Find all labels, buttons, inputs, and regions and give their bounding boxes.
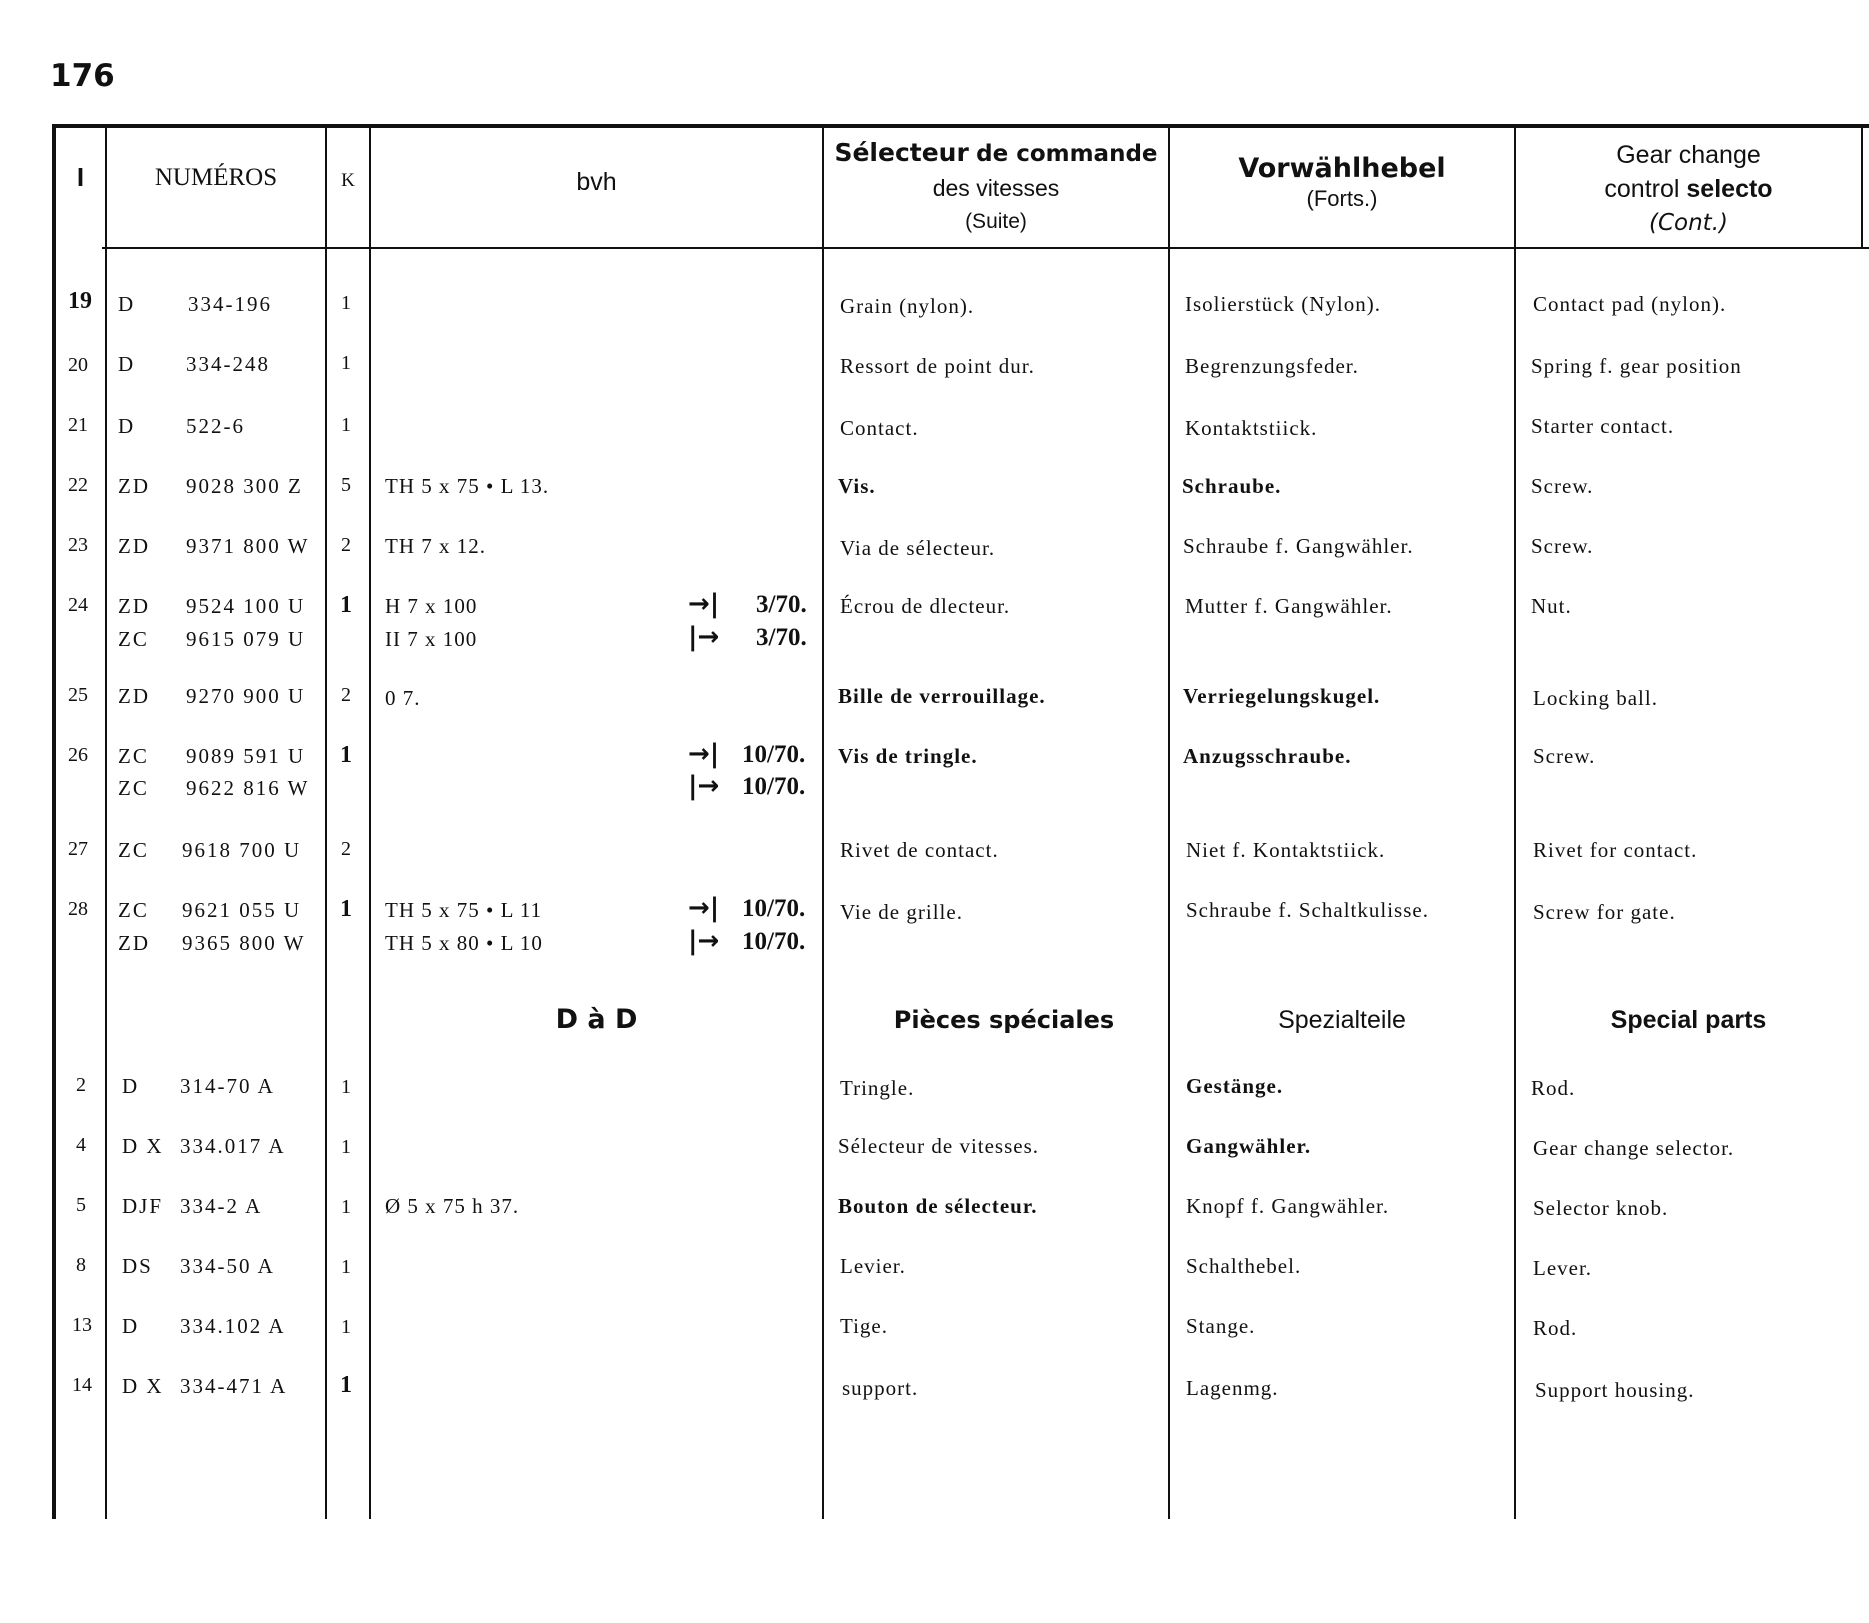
- row-en: Nut.: [1531, 594, 1572, 618]
- section-en-title: Special parts: [1610, 1006, 1767, 1034]
- row-number: 9089 591 U: [186, 744, 306, 768]
- arrow-until-icon: →|: [688, 893, 720, 923]
- row-qty: 2: [341, 838, 351, 860]
- row-pos: 20: [68, 354, 88, 376]
- row-en: Locking ball.: [1533, 686, 1658, 710]
- row-prefix: ZC: [118, 898, 149, 922]
- special-row-en: Selector knob.: [1533, 1196, 1669, 1220]
- row-de: Schraube.: [1182, 474, 1282, 498]
- section-fr-title: Pièces spéciales: [893, 1006, 1115, 1034]
- row-number: 9618 700 U: [182, 838, 302, 862]
- row-en: Contact pad (nylon).: [1533, 292, 1727, 316]
- row-qty: 1: [340, 896, 352, 922]
- row-prefix: ZD: [118, 684, 150, 708]
- special-row-number: 334-50 A: [180, 1254, 275, 1278]
- special-row-en: Rod.: [1531, 1076, 1576, 1100]
- special-row-number: 334.017 A: [180, 1134, 286, 1158]
- special-row-prefix: D: [122, 1074, 140, 1098]
- special-row-de: Gangwähler.: [1186, 1134, 1312, 1158]
- row-number: 9524 100 U: [186, 594, 306, 618]
- special-row-qty: 1: [341, 1136, 351, 1158]
- row-en: Screw for gate.: [1533, 900, 1676, 924]
- header-numeros: NUMÉROS: [154, 164, 278, 191]
- row-number: 334-196: [188, 292, 272, 316]
- row-spec: II 7 x 100: [385, 627, 478, 651]
- special-row-fr: Sélecteur de vitesses.: [838, 1134, 1040, 1158]
- column-rule: [1168, 124, 1170, 1519]
- row-fr: Vis de tringle.: [838, 744, 978, 768]
- row-qty: 1: [341, 352, 351, 374]
- header-english: [1516, 138, 1861, 240]
- row-number: 9621 055 U: [182, 898, 302, 922]
- row-prefix: ZD: [118, 594, 150, 618]
- special-row-en: Lever.: [1533, 1256, 1593, 1280]
- row-pos: 21: [68, 414, 88, 436]
- row-spec: TH 5 x 75 • L 11: [385, 898, 543, 922]
- special-row-en: Rod.: [1533, 1316, 1578, 1340]
- header-french-line1b: de commande: [976, 141, 1158, 167]
- special-row-prefix: DJF: [122, 1194, 164, 1218]
- row-de: Kontaktstiick.: [1185, 416, 1318, 440]
- header-german-line2: (Forts.): [1306, 186, 1378, 211]
- special-row-number: 314-70 A: [180, 1074, 275, 1098]
- special-row-prefix: D: [122, 1314, 140, 1338]
- header-english-line3: (Cont.): [1649, 210, 1728, 236]
- row-de: Mutter f. Gangwähler.: [1185, 594, 1393, 618]
- row-date: 10/70.: [742, 928, 806, 955]
- header-french-line3: (Suite): [965, 210, 1027, 233]
- row-fr: Grain (nylon).: [840, 294, 975, 318]
- special-row-fr: Bouton de sélecteur.: [838, 1194, 1038, 1218]
- header-k: K: [341, 170, 355, 191]
- row-number: 9622 816 W: [186, 776, 310, 800]
- special-row-pos: 5: [76, 1194, 86, 1216]
- arrow-from-icon: |→: [688, 926, 720, 956]
- special-row-number: 334.102 A: [180, 1314, 286, 1338]
- special-row-en: Support housing.: [1535, 1378, 1695, 1402]
- row-qty: 1: [341, 414, 351, 436]
- row-de: Begrenzungsfeder.: [1185, 354, 1359, 378]
- row-prefix: ZD: [118, 534, 150, 558]
- special-row-de: Lagenmg.: [1186, 1376, 1279, 1400]
- row-number: 522-6: [186, 414, 245, 438]
- column-rule: [822, 124, 824, 1519]
- row-fr: Contact.: [840, 416, 919, 440]
- special-row-qty: 1: [341, 1316, 351, 1338]
- arrow-until-icon: →|: [688, 589, 720, 619]
- special-row-pos: 4: [76, 1134, 86, 1156]
- header-german: [1170, 152, 1514, 212]
- special-row-pos: 14: [72, 1374, 92, 1396]
- header-english-line2b: selecto: [1686, 175, 1773, 203]
- section-bvh-title: D à D: [555, 1004, 638, 1035]
- special-row-prefix: D X: [122, 1374, 164, 1398]
- header-bvh: bvh: [576, 168, 617, 196]
- special-row-fr: Tige.: [840, 1314, 888, 1338]
- row-date: 3/70.: [756, 591, 807, 618]
- column-rule: [325, 124, 327, 1519]
- column-rule: [1514, 124, 1516, 1519]
- special-row-qty: 1: [341, 1256, 351, 1278]
- row-date: 10/70.: [742, 741, 806, 768]
- row-pos: 27: [68, 838, 88, 860]
- row-en: Rivet for contact.: [1533, 838, 1698, 862]
- row-pos: 22: [68, 474, 88, 496]
- row-prefix: ZC: [118, 838, 149, 862]
- row-prefix: D: [118, 352, 136, 376]
- header-english-line2a: control: [1604, 175, 1680, 203]
- row-de: Schraube f. Schaltkulisse.: [1186, 898, 1429, 922]
- column-rule: [105, 124, 107, 1519]
- special-row-spec: Ø 5 x 75 h 37.: [385, 1194, 520, 1218]
- table-left-rule: [52, 124, 56, 1519]
- row-prefix: ZC: [118, 744, 149, 768]
- section-de-title: Spezialteile: [1278, 1006, 1406, 1034]
- page-number: 176: [50, 58, 115, 94]
- row-qty: 1: [340, 742, 352, 768]
- special-row-pos: 2: [76, 1074, 86, 1096]
- row-de: Schraube f. Gangwähler.: [1183, 534, 1414, 558]
- row-de: Anzugsschraube.: [1183, 744, 1352, 768]
- row-spec: TH 5 x 75 • L 13.: [385, 474, 550, 498]
- row-pos: 23: [68, 534, 88, 556]
- parts-table: [52, 124, 1869, 1519]
- header-pos: I: [76, 162, 85, 192]
- row-fr: Via de sélecteur.: [840, 536, 996, 560]
- row-fr: Ressort de point dur.: [840, 354, 1035, 378]
- row-date: 10/70.: [742, 773, 806, 800]
- special-row-fr: Levier.: [840, 1254, 906, 1278]
- row-pos: 25: [68, 684, 88, 706]
- row-number: 9028 300 Z: [186, 474, 303, 498]
- row-fr: Écrou de dlecteur.: [840, 594, 1011, 618]
- special-row-de: Gestänge.: [1186, 1074, 1284, 1098]
- special-row-pos: 13: [72, 1314, 92, 1336]
- row-de: Verriegelungskugel.: [1183, 684, 1381, 708]
- row-pos: 26: [68, 744, 88, 766]
- row-number: 9615 079 U: [186, 627, 306, 651]
- row-prefix: ZC: [118, 776, 149, 800]
- row-de: Niet f. Kontaktstiick.: [1186, 838, 1386, 862]
- row-spec: TH 5 x 80 • L 10: [385, 931, 543, 955]
- arrow-until-icon: →|: [688, 739, 720, 769]
- row-qty: 1: [340, 592, 352, 618]
- special-row-en: Gear change selector.: [1533, 1136, 1735, 1160]
- row-fr: Vie de grille.: [840, 900, 963, 924]
- row-prefix: D: [118, 414, 136, 438]
- row-pos: 24: [68, 594, 88, 616]
- special-row-qty: 1: [340, 1372, 352, 1398]
- header-bottom-rule: [102, 247, 1869, 249]
- row-date: 3/70.: [756, 624, 807, 651]
- row-qty: 1: [341, 292, 351, 314]
- row-prefix: ZC: [118, 627, 149, 651]
- row-en: Screw.: [1531, 474, 1594, 498]
- row-pos: 19: [68, 288, 92, 314]
- row-prefix: D: [118, 292, 136, 316]
- row-spec: TH 7 x 12.: [385, 534, 486, 558]
- row-qty: 2: [341, 534, 351, 556]
- special-row-qty: 1: [341, 1076, 351, 1098]
- special-row-number: 334-471 A: [180, 1374, 288, 1398]
- column-rule: [1861, 124, 1863, 248]
- header-french-line1a: Sélecteur: [834, 138, 969, 167]
- special-row-fr: Tringle.: [840, 1076, 915, 1100]
- row-number: 9371 800 W: [186, 534, 310, 558]
- row-number: 334-248: [186, 352, 270, 376]
- header-french: [824, 136, 1168, 239]
- special-row-prefix: DS: [122, 1254, 153, 1278]
- special-row-de: Schalthebel.: [1186, 1254, 1302, 1278]
- row-en: Spring f. gear position: [1531, 354, 1742, 378]
- header-french-line2: des vitesses: [932, 175, 1060, 201]
- header-german-line1: Vorwählhebel: [1238, 153, 1446, 184]
- row-number: 9270 900 U: [186, 684, 306, 708]
- arrow-from-icon: |→: [688, 622, 720, 652]
- column-rule: [369, 124, 371, 1519]
- row-en: Screw.: [1533, 744, 1596, 768]
- row-de: Isolierstück (Nylon).: [1185, 292, 1381, 316]
- arrow-from-icon: |→: [688, 771, 720, 801]
- special-row-fr: support.: [842, 1376, 919, 1400]
- row-pos: 28: [68, 898, 88, 920]
- special-row-de: Stange.: [1186, 1314, 1256, 1338]
- special-row-qty: 1: [341, 1196, 351, 1218]
- row-fr: Vis.: [838, 474, 876, 498]
- row-fr: Bille de verrouillage.: [838, 684, 1046, 708]
- row-fr: Rivet de contact.: [840, 838, 999, 862]
- row-number: 9365 800 W: [182, 931, 306, 955]
- row-qty: 2: [341, 684, 351, 706]
- row-spec: H 7 x 100: [385, 594, 478, 618]
- special-row-de: Knopf f. Gangwähler.: [1186, 1194, 1390, 1218]
- row-spec: 0 7.: [385, 686, 421, 710]
- special-row-prefix: D X: [122, 1134, 164, 1158]
- header-english-line1: Gear change: [1616, 141, 1761, 169]
- row-qty: 5: [341, 474, 351, 496]
- special-row-number: 334-2 A: [180, 1194, 263, 1218]
- row-prefix: ZD: [118, 931, 150, 955]
- row-en: Screw.: [1531, 534, 1594, 558]
- row-en: Starter contact.: [1531, 414, 1675, 438]
- row-prefix: ZD: [118, 474, 150, 498]
- row-date: 10/70.: [742, 895, 806, 922]
- special-row-pos: 8: [76, 1254, 86, 1276]
